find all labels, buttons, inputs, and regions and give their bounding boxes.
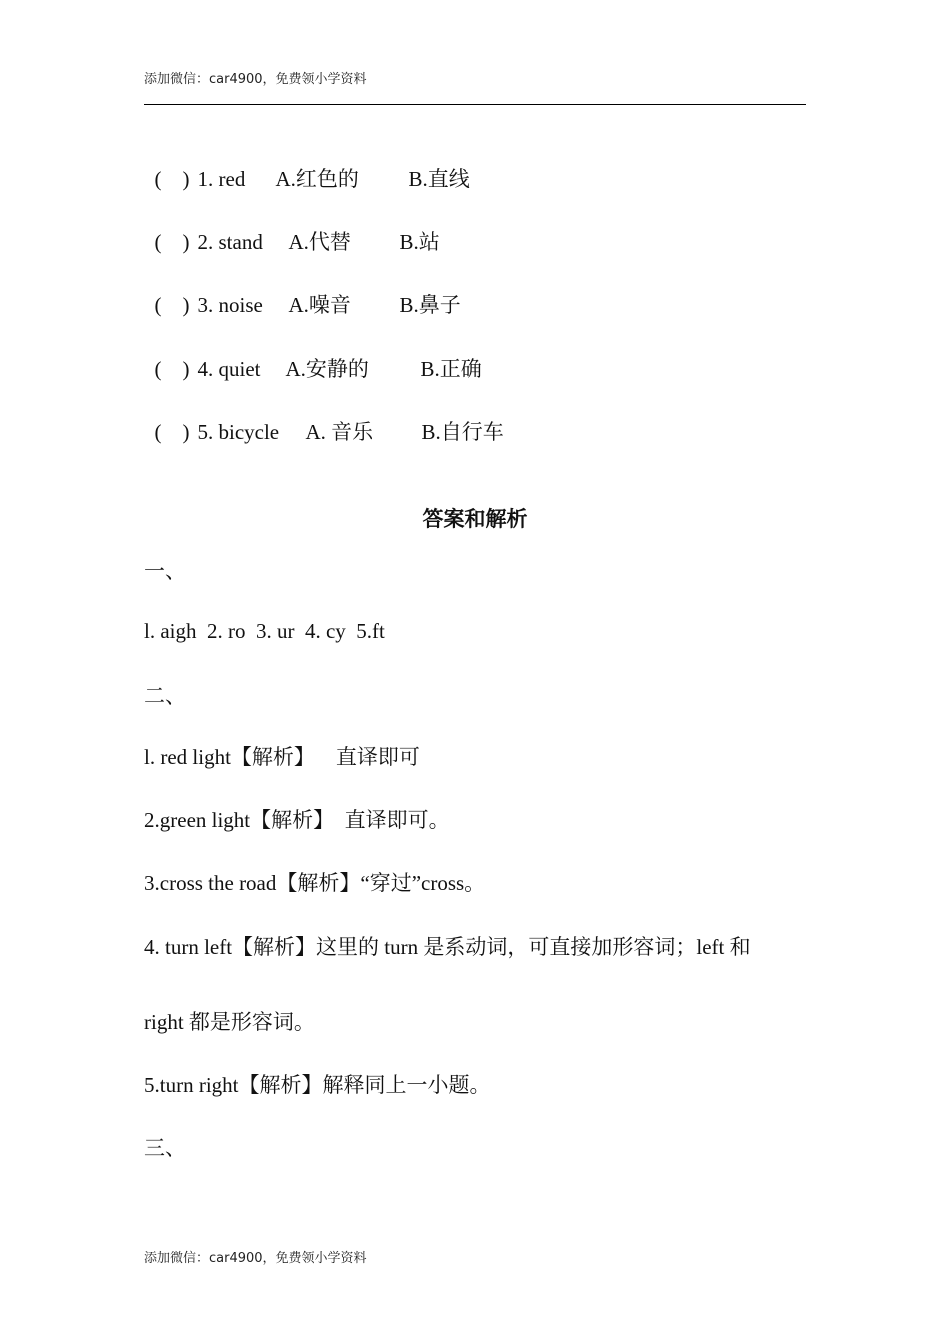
question-word: 4. quiet <box>197 357 261 381</box>
option-b: B.站 <box>399 230 440 254</box>
section-2-line-5: right 都是形容词。 <box>144 1010 315 1034</box>
answer-blank[interactable]: ( ) <box>154 293 190 317</box>
section-1-heading: 一、 <box>144 559 186 583</box>
option-b: B.正确 <box>420 357 482 381</box>
option-a: A.安静的 <box>285 357 369 381</box>
option-b: B.自行车 <box>421 420 504 444</box>
answer-blank[interactable]: ( ) <box>154 230 190 254</box>
question-1 <box>144 137 470 193</box>
question-word: 1. red <box>197 167 246 191</box>
header-rule <box>144 104 806 105</box>
section-2-heading: 二、 <box>144 684 186 708</box>
section-2-line-3: 3.cross the road【解析】“穿过”cross。 <box>144 871 486 895</box>
question-3 <box>144 263 461 319</box>
section-3-heading: 三、 <box>144 1136 186 1160</box>
answer-blank[interactable]: ( ) <box>154 420 190 444</box>
question-word: 2. stand <box>197 230 263 254</box>
option-a: A.红色的 <box>275 167 359 191</box>
question-5 <box>144 390 504 446</box>
section-2-line-1: l. red light【解析】 直译即可 <box>144 745 420 769</box>
option-a: A. 音乐 <box>305 420 374 444</box>
answer-blank[interactable]: ( ) <box>154 357 190 381</box>
option-b: B.直线 <box>408 167 470 191</box>
page-header: 添加微信：car4900，免费领小学资料 <box>144 72 367 87</box>
question-word: 5. bicycle <box>197 420 280 444</box>
section-2-line-4: 4. turn left【解析】这里的 turn 是系动词，可直接加形容词；left 和 <box>144 935 751 959</box>
option-a: A.代替 <box>288 230 351 254</box>
question-4 <box>144 327 482 383</box>
section-2-line-2: 2.green light【解析】 直译即可。 <box>144 808 450 832</box>
answer-blank[interactable]: ( ) <box>154 167 190 191</box>
page-footer: 添加微信：car4900，免费领小学资料 <box>144 1251 367 1266</box>
question-word: 3. noise <box>197 293 263 317</box>
section-1-answer: l. aigh 2. ro 3. ur 4. cy 5.ft <box>144 619 385 643</box>
option-b: B.鼻子 <box>399 293 461 317</box>
section-2-line-6: 5.turn right【解析】解释同上一小题。 <box>144 1073 491 1097</box>
option-a: A.噪音 <box>288 293 351 317</box>
question-2 <box>144 200 440 256</box>
answers-title: 答案和解析 <box>422 507 528 531</box>
